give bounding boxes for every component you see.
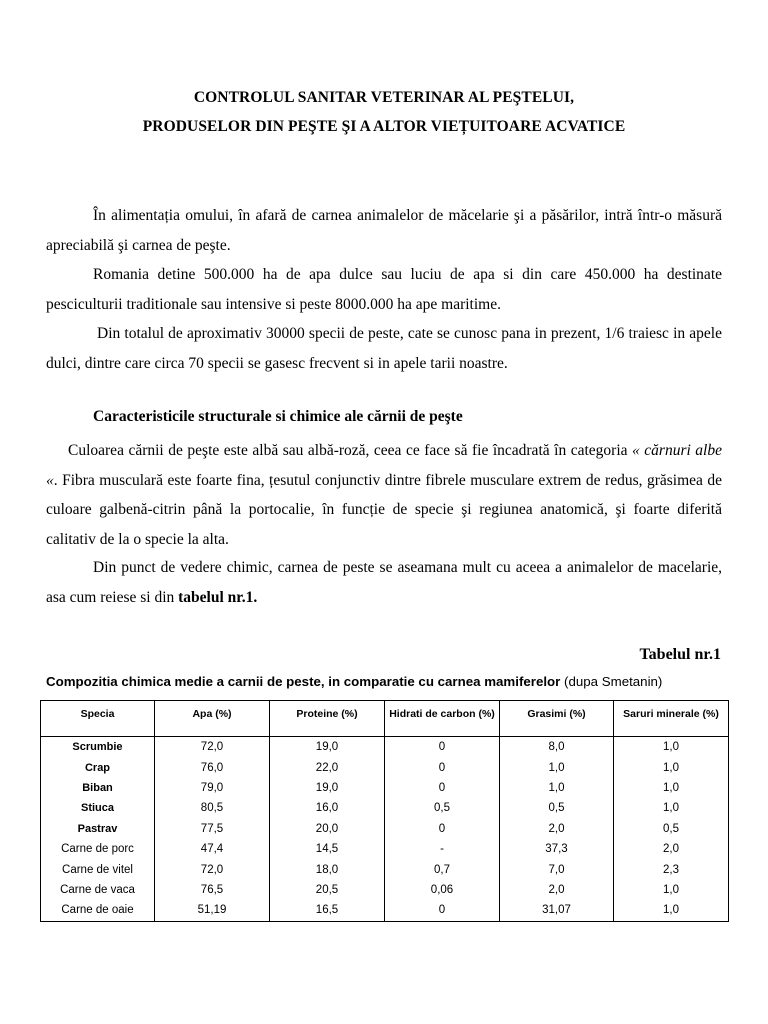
cell-apa: 47,4 [155, 839, 270, 859]
table-reference: tabelul nr.1. [178, 588, 258, 606]
cell-hidrati: 0 [385, 900, 500, 921]
cell-proteine: 22,0 [270, 757, 385, 777]
cell-grasimi: 1,0 [500, 778, 614, 798]
header-grasimi: Grasimi (%) [500, 701, 614, 737]
cell-specia: Scrumbie [41, 737, 155, 758]
cell-proteine: 20,5 [270, 880, 385, 900]
table-row [41, 798, 729, 818]
cell-proteine: 18,0 [270, 859, 385, 879]
table-row [41, 859, 729, 879]
table-row [41, 737, 729, 758]
cell-apa: 51,19 [155, 900, 270, 921]
document-title-line-2: PRODUSELOR DIN PEŞTE ŞI A ALTOR VIEȚUITOARE ACVATICE [142, 118, 626, 135]
paragraph-romania-waters: Romania detine 500.000 ha de apa dulce sau luciu de apa si din care 450.000 ha destinate pesciculturii traditionale sau intensive si peste 8000.000 ha ape maritime. [46, 266, 722, 313]
cell-proteine: 19,0 [270, 778, 385, 798]
cell-apa: 79,0 [155, 778, 270, 798]
header-hidrati: Hidrati de carbon (%) [385, 701, 500, 737]
cell-proteine: 19,0 [270, 737, 385, 758]
cell-specia: Stiuca [41, 798, 155, 818]
cell-proteine: 14,5 [270, 839, 385, 859]
table-row [41, 880, 729, 900]
cell-specia: Carne de vaca [41, 880, 155, 900]
cell-hidrati: 0 [385, 819, 500, 839]
cell-saruri: 1,0 [614, 798, 729, 818]
table-number-label: Tabelul nr.1 [639, 646, 721, 663]
cell-grasimi: 2,0 [500, 880, 614, 900]
white-meat-term: « cărnuri albe « [46, 442, 722, 489]
table-header-row [41, 701, 729, 737]
cell-hidrati: 0 [385, 778, 500, 798]
cell-grasimi: 1,0 [500, 757, 614, 777]
cell-saruri: 1,0 [614, 757, 729, 777]
table-row [41, 819, 729, 839]
paragraph-meat-color-start: Culoarea cărnii de peşte este albă sau albă-roză, ceea ce face să fie încadrată în categoria [68, 442, 628, 459]
paragraph-meat-color-rest: . Fibra musculară este foarte fina, țesutul conjunctiv dintre fibrele musculare extrem de redus, grăsimea de culoare galbenă-citrin până la portocalie, în funcție de specie şi regiunea anatomică, şi foarte diferită calitativ de la o specie la alta. [46, 471, 722, 548]
cell-saruri: 0,5 [614, 819, 729, 839]
cell-grasimi: 7,0 [500, 859, 614, 879]
cell-grasimi: 31,07 [500, 900, 614, 921]
cell-specia: Carne de oaie [41, 900, 155, 921]
cell-proteine: 20,0 [270, 819, 385, 839]
cell-hidrati: - [385, 839, 500, 859]
header-proteine: Proteine (%) [270, 701, 385, 737]
cell-specia: Biban [41, 778, 155, 798]
header-saruri: Saruri minerale (%) [614, 701, 729, 737]
table-row [41, 757, 729, 777]
cell-grasimi: 8,0 [500, 737, 614, 758]
paragraph-species-count: Din totalul de aproximativ 30000 specii de peste, cate se cunosc pana in prezent, 1/6 traiesc in apele dulci, dintre care circa 70 specii se gasesc frecvent si in apele tarii noastre. [46, 325, 722, 372]
cell-apa: 76,0 [155, 757, 270, 777]
table-row [41, 839, 729, 859]
table-row [41, 900, 729, 921]
header-specia: Specia [41, 701, 155, 737]
table-row [41, 778, 729, 798]
cell-hidrati: 0 [385, 757, 500, 777]
cell-saruri: 1,0 [614, 778, 729, 798]
paragraph-chemical-start: Din punct de vedere chimic, carnea de peste se aseamana mult cu aceea a animalelor de macelarie, asa cum reiese si din [46, 559, 722, 606]
document-title-line-1: CONTROLUL SANITAR VETERINAR AL PEŞTELUI, [193, 89, 575, 106]
cell-specia: Pastrav [41, 819, 155, 839]
table-caption-source: (dupa Smetanin) [564, 674, 663, 689]
cell-grasimi: 0,5 [500, 798, 614, 818]
cell-grasimi: 2,0 [500, 819, 614, 839]
paragraph-intro: În alimentația omului, în afară de carnea animalelor de măcelarie şi a păsărilor, intră într-o măsură apreciabilă şi carnea de peşte. [46, 207, 722, 254]
cell-apa: 72,0 [155, 737, 270, 758]
header-apa: Apa (%) [155, 701, 270, 737]
cell-apa: 77,5 [155, 819, 270, 839]
cell-proteine: 16,5 [270, 900, 385, 921]
cell-apa: 76,5 [155, 880, 270, 900]
cell-specia: Carne de vitel [41, 859, 155, 879]
cell-grasimi: 37,3 [500, 839, 614, 859]
cell-hidrati: 0,06 [385, 880, 500, 900]
cell-apa: 72,0 [155, 859, 270, 879]
paragraph-chemical [46, 553, 722, 612]
cell-saruri: 1,0 [614, 737, 729, 758]
cell-saruri: 1,0 [614, 900, 729, 921]
cell-specia: Crap [41, 757, 155, 777]
cell-saruri: 2,0 [614, 839, 729, 859]
cell-hidrati: 0,7 [385, 859, 500, 879]
section-heading: Caracteristicile structurale si chimice ale cărnii de peşte [93, 408, 463, 425]
table-caption [46, 674, 662, 689]
paragraph-meat-color [46, 436, 722, 554]
cell-hidrati: 0,5 [385, 798, 500, 818]
cell-saruri: 1,0 [614, 880, 729, 900]
cell-proteine: 16,0 [270, 798, 385, 818]
composition-table [40, 700, 729, 922]
cell-hidrati: 0 [385, 737, 500, 758]
table-caption-title: Compozitia chimica medie a carnii de peste, in comparatie cu carnea mamiferelor [46, 674, 561, 689]
cell-saruri: 2,3 [614, 859, 729, 879]
cell-specia: Carne de porc [41, 839, 155, 859]
cell-apa: 80,5 [155, 798, 270, 818]
